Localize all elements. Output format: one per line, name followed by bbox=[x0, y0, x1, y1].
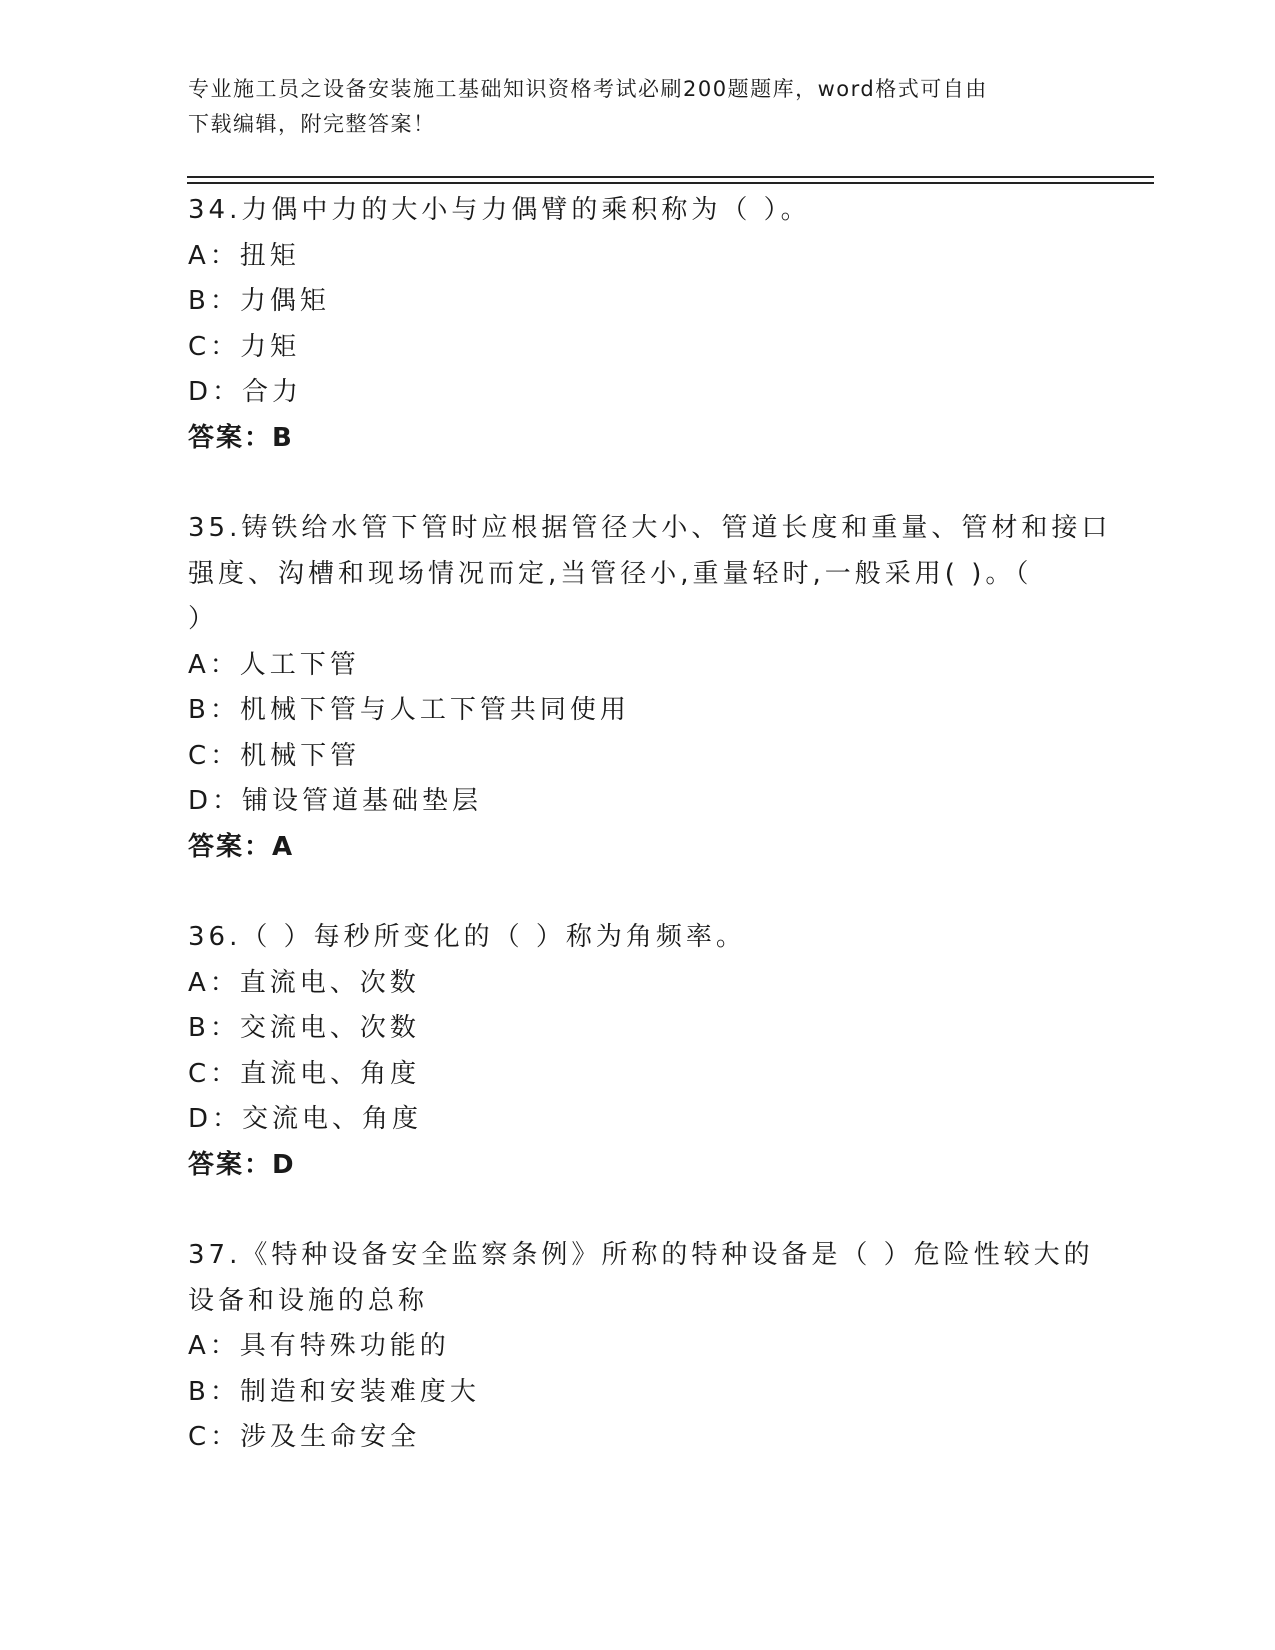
option-b: B：交流电、次数 bbox=[188, 1013, 420, 1043]
question-stem: 34.力偶中力的大小与力偶臂的乘积称为（ ）。 bbox=[188, 195, 811, 225]
question-36 bbox=[188, 915, 1088, 1188]
option-a: A：人工下管 bbox=[188, 649, 360, 680]
answer-key: 答案：A bbox=[188, 831, 295, 862]
header-divider-bottom bbox=[187, 182, 1154, 184]
option-c: C：涉及生命安全 bbox=[188, 1422, 421, 1452]
question-stem-continued: 设备和设施的总称 bbox=[188, 1285, 429, 1316]
question-list bbox=[188, 188, 1112, 1506]
option-c: C：机械下管 bbox=[188, 740, 361, 771]
option-d: D：铺设管道基础垫层 bbox=[188, 786, 483, 816]
option-d: D：交流电、角度 bbox=[188, 1104, 423, 1134]
question-stem: 37.《特种设备安全监察条例》所称的特种设备是（ ）危险性较大的 bbox=[188, 1240, 1094, 1270]
option-b: B：机械下管与人工下管共同使用 bbox=[188, 695, 630, 725]
answer-key: 答案：B bbox=[188, 422, 294, 453]
option-b: B：力偶矩 bbox=[188, 286, 330, 316]
question-stem: 35.铸铁给水管下管时应根据管径大小、管道长度和重量、管材和接口 bbox=[188, 513, 1112, 543]
header-line-2: 下载编辑，附完整答案！ bbox=[188, 112, 436, 136]
option-b: B：制造和安装难度大 bbox=[188, 1376, 480, 1407]
document-header bbox=[188, 72, 1068, 142]
question-35 bbox=[188, 506, 1112, 870]
option-c: C：直流电、角度 bbox=[188, 1058, 421, 1089]
question-34 bbox=[188, 188, 1088, 461]
option-a: A：具有特殊功能的 bbox=[188, 1331, 450, 1361]
option-c: C：力矩 bbox=[188, 331, 301, 362]
header-line-1: 专业施工员之设备安装施工基础知识资格考试必刷200题题库，word格式可自由 bbox=[188, 77, 988, 101]
question-37 bbox=[188, 1233, 1094, 1461]
option-a: A：直流电、次数 bbox=[188, 967, 420, 998]
header-divider-top bbox=[187, 176, 1154, 178]
option-a: A：扭矩 bbox=[188, 240, 300, 271]
answer-key: 答案：D bbox=[188, 1149, 296, 1180]
question-stem-continued: 强度、沟槽和现场情况而定,当管径小,重量轻时,一般采用( )。（ bbox=[188, 558, 1033, 589]
question-stem: 36.（ ）每秒所变化的（ ）称为角频率。 bbox=[188, 922, 746, 952]
option-d: D：合力 bbox=[188, 377, 303, 407]
question-stem-continued: ） bbox=[188, 604, 219, 634]
